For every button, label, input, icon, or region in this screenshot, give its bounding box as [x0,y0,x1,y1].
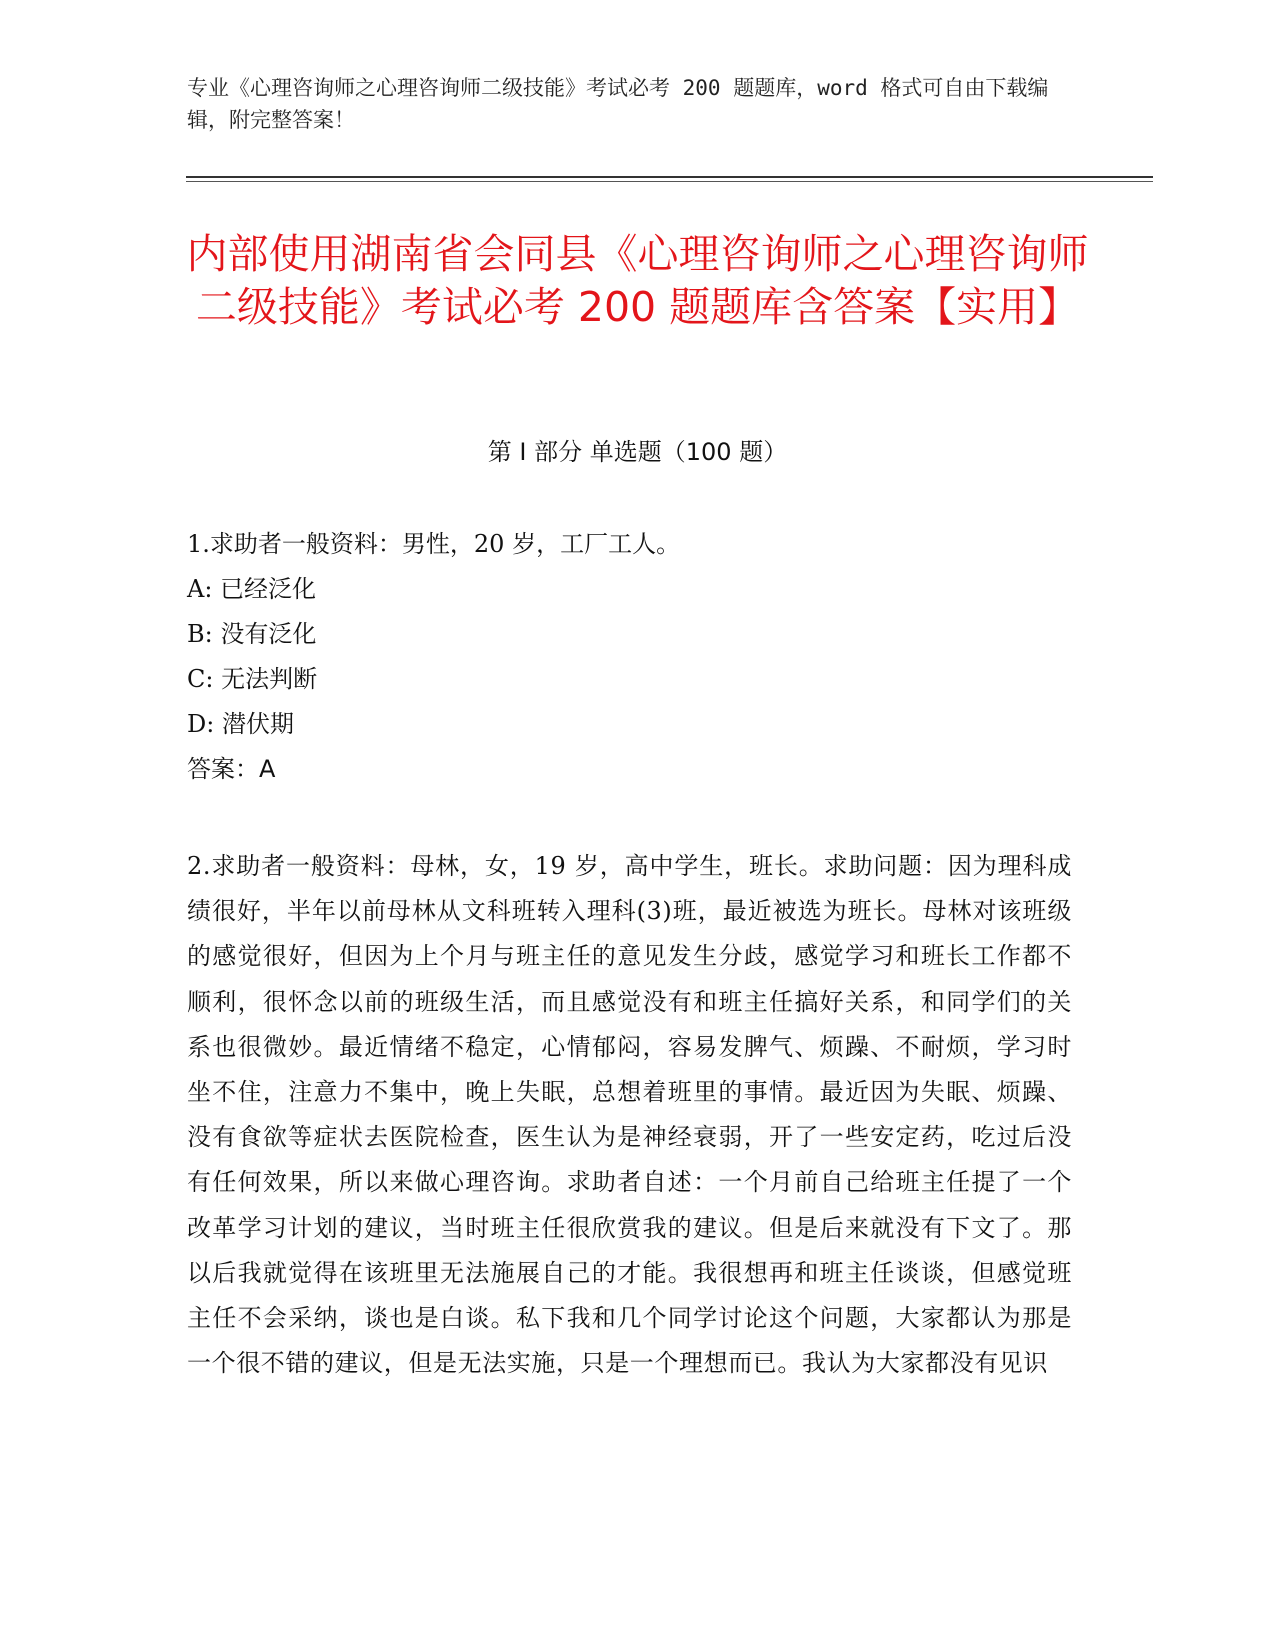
answer-line: 答案：A [187,755,276,783]
document-title: 内部使用湖南省会同县《心理咨询师之心理咨询师二级技能》考试必考 200 题题库含答案【实用】 [186,230,1089,331]
section-heading: 第 I 部分 单选题（100 题） [487,438,788,466]
option-b: B: 没有泛化 [187,620,317,648]
option-c: C: 无法判断 [187,665,318,693]
header-divider-thick [186,176,1153,178]
option-a: A: 已经泛化 [187,575,317,603]
question-1 [187,522,1072,792]
question-2 [187,844,1072,1386]
question-stem: 1.求助者一般资料：男性，20 岁，工厂工人。 [187,530,681,558]
option-d: D: 潜伏期 [187,710,294,738]
header-note: 专业《心理咨询师之心理咨询师二级技能》考试必考 200 题题库，word 格式可自由下载编辑，附完整答案！ [187,76,1049,132]
header-divider-thin [186,181,1153,182]
question-stem: 2.求助者一般资料：母林，女，19 岁，高中学生，班长。求助问题：因为理科成绩很好，半年以前母林从文科班转入理科(3)班，最近被选为班长。母林对该班级的感觉很好，但因为上个月与班主任的意见发生分歧，感觉学习和班长工作都不顺利，很怀念以前的班级生活，而且感觉没有和班主任搞好关系，和同学们的关系也很微妙。最近情绪不稳定，心情郁闷，容易发脾气、烦躁、不耐烦，学习时坐不住，注意力不集中，晚上失眠，总想着班里的事情。最近因为失眠、烦躁、没有食欲等症状去医院检查，医生认为是神经衰弱，开了一些安定药，吃过后没有任何效果，所以来做心理咨询。求助者自述：一个月前自己给班主任提了一个改革学习计划的建议，当时班主任很欣赏我的建议。但是后来就没有下文了。那以后我就觉得在该班里无法施展自己的才能。我很想再和班主任谈谈，但感觉班主任不会采纳，谈也是白谈。私下我和几个同学讨论这个问题，大家都认为那是一个很不错的建议，但是无法实施，只是一个理想而已。我认为大家都没有见识 [187,852,1072,1378]
